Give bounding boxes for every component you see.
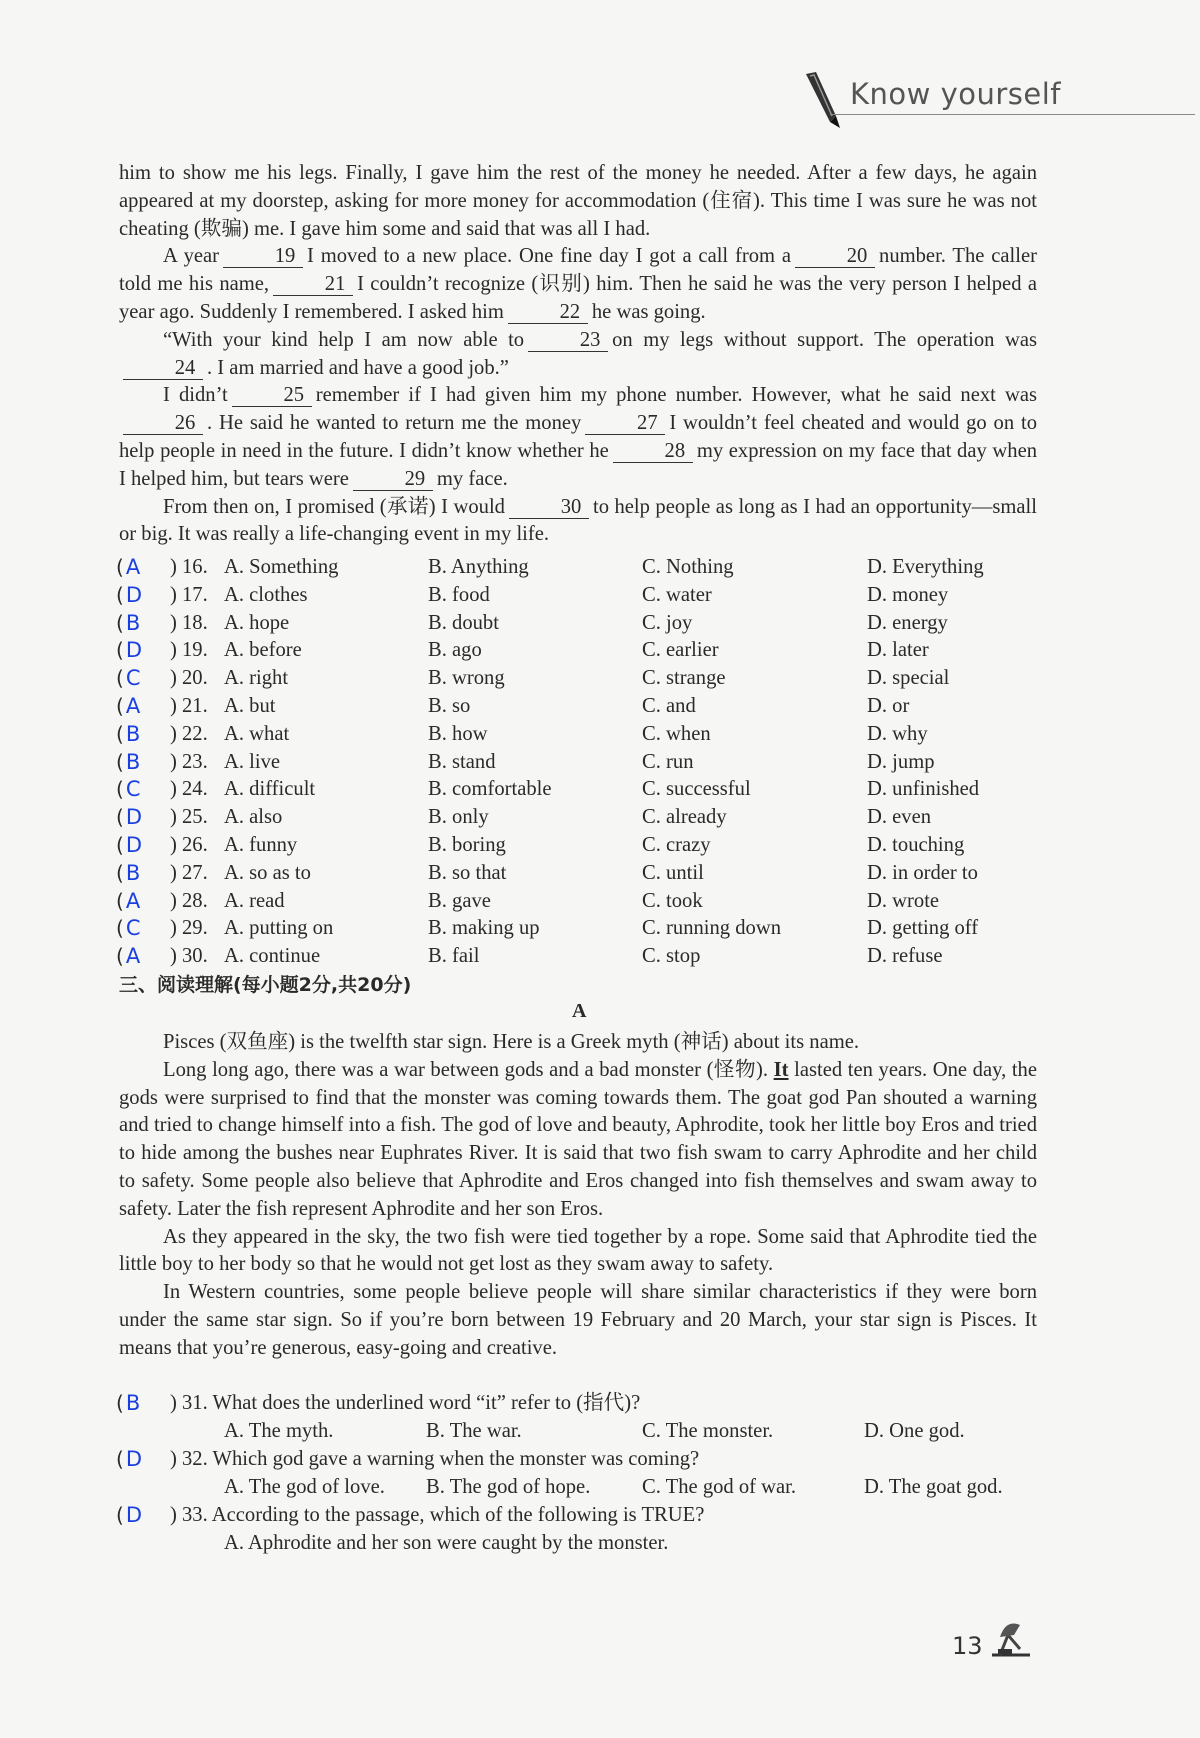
pen-icon [800, 70, 842, 130]
cloze-passage [119, 160, 1037, 549]
answer-handwritten: (B [116, 860, 141, 885]
cloze-choices [116, 554, 1036, 971]
choice-row: (A ) 30. A. continue B. fail C. stop D. refuse [116, 943, 1036, 971]
choice-row: (A ) 21. A. but B. so C. and D. or [116, 693, 1036, 721]
choice-row: (D ) 17. A. clothes B. food C. water D. money [116, 582, 1036, 610]
choice-row: (A ) 28. A. read B. gave C. took D. wrote [116, 888, 1036, 916]
answer-handwritten: (B [116, 749, 141, 774]
choice-row: (C ) 20. A. right B. wrong C. strange D. special [116, 665, 1036, 693]
paragraph: I didn’t 25 remember if I had given him my phone number. However, what he said next was26 . He said he wanted to return me the money 27 I wouldn’t feel cheated and would go on to help people in need in the future. I didn’t know whether he 28 my expression on my face that day when I helped him, but tears were 29 my face. [119, 384, 1038, 490]
section-title: 三、阅读理解(每小题2分,共20分) [119, 974, 412, 996]
choice-row: (D ) 19. A. before B. ago C. earlier D. later [116, 637, 1036, 665]
answer-handwritten: (D [116, 832, 142, 857]
blank-23: 23 [528, 329, 608, 352]
header-title: Know yourself [850, 77, 1062, 111]
blank-20: 20 [795, 245, 875, 268]
answer-handwritten: (B [116, 610, 141, 635]
blank-30: 30 [509, 496, 589, 519]
blank-29: 29 [353, 468, 433, 491]
answer-handwritten: (A [116, 555, 141, 579]
paragraph: him to show me his legs. Finally, I gave him the rest of the money he needed. After a few days, he again appeared at my doorstep, asking for more money for accommodation (住宿). This time I was sure he was not cheating (欺骗) me. I gave him some and said that was all I had. [119, 162, 1037, 240]
answer-handwritten: (D [116, 805, 142, 830]
answer-handwritten: (B [116, 1391, 141, 1415]
answer-handwritten: (A [116, 888, 141, 913]
answer-handwritten: (C [116, 666, 141, 691]
paragraph: As they appeared in the sky, the two fish were tied together by a rope. Some said that Aphrodite tied the little boy to her body so that he would not get lost as they swam away to safety. [119, 1225, 1037, 1276]
paragraph: “With your kind help I am now able to 23 on my legs without support. The operation was24 . I am married and have a good job.” [119, 327, 1037, 383]
question-31: (B ) 31. What does the underlined word “it” refer to (指代)? A. The myth. B. The war. C. The monster. D. One god. [116, 1391, 965, 1442]
choice-row: (B ) 23. A. live B. stand C. run D. jump [116, 749, 1036, 777]
choice-row: (C ) 29. A. putting on B. making up C. running down D. getting off [116, 915, 1036, 943]
blank-26: 26 [123, 412, 203, 435]
blank-27: 27 [585, 412, 665, 435]
paragraph: In Western countries, some people believe people will share similar characteristics if they were born under the same star sign. So if you’re born between 19 February and 20 March, your star sign is Pisces. It means that you’re generous, easy-going and creative. [119, 1281, 1037, 1359]
question-32: (D ) 32. Which god gave a warning when the monster was coming? A. The god of love. B. The god of hope. C. The god of war. D. The goat god. [116, 1447, 1003, 1498]
passage-label: A [572, 1000, 587, 1022]
question-33: (D ) 33. According to the passage, which of the following is TRUE? A. Aphrodite and her son were caught by the monster. [116, 1503, 705, 1554]
paragraph: A year 19 I moved to a new place. One fine day I got a call from a 20 number. The caller told me his name, 21 I couldn’t recognize (识别) him. Then he said he was the very person I helped a year ago. Suddenly I remembered. I asked him 22 he was going. [119, 245, 1037, 323]
answer-handwritten: (B [116, 721, 141, 746]
choice-row: (D ) 25. A. also B. only C. already D. even [116, 804, 1036, 832]
paragraph: From then on, I promised (承诺) I would 30 to help people as long as I had an opportunity—small or big. It was really a life-changing event in my life. [119, 495, 1037, 546]
answer-handwritten: (A [116, 944, 141, 969]
choice-row: (D ) 26. A. funny B. boring C. crazy D. touching [116, 832, 1036, 860]
choice-row: (B ) 27. A. so as to B. so that C. until D. in order to [116, 860, 1036, 888]
blank-24: 24 [123, 357, 203, 380]
header-rule [830, 114, 1195, 115]
underlined-word: It [773, 1058, 789, 1081]
choice-row: (C ) 24. A. difficult B. comfortable C. successful D. unfinished [116, 776, 1036, 804]
answer-handwritten: (A [116, 693, 141, 718]
blank-21: 21 [273, 273, 353, 296]
choice-row: (B ) 18. A. hope B. doubt C. joy D. energy [116, 610, 1036, 638]
blank-22: 22 [508, 301, 588, 324]
paragraph: Pisces (双鱼座) is the twelfth star sign. Here is a Greek myth (神话) about its name. [163, 1031, 860, 1053]
answer-handwritten: (D [116, 638, 142, 663]
choice-row: (A ) 16. A. Something B. Anything C. Nothing D. Everything [116, 554, 1036, 582]
paragraph: Long long ago, there was a war between gods and a bad monster (怪物). It lasted ten years. One day, the gods were surprised to find that the monster was coming towards them. The goat god Pan shouted a warning and tried to change himself into a fish. The god of love and beauty, Aphrodite, took her little boy Eros and tried to hide among the bushes near Euphrates River. It is said that two fish swam to carry Aphrodite and her child to safety. Some people also believe that Aphrodite and Eros changed into fish themselves and swam away to safety. Later the fish represent Aphrodite and her son Eros. [119, 1058, 1037, 1220]
answer-handwritten: (D [116, 1447, 142, 1471]
page-number: 13 [952, 1632, 983, 1660]
answer-handwritten: (D [116, 582, 142, 607]
blank-28: 28 [613, 440, 693, 463]
lamp-icon [986, 1613, 1036, 1658]
answer-handwritten: (C [116, 916, 141, 941]
answer-handwritten: (D [116, 1503, 142, 1527]
answer-handwritten: (C [116, 777, 141, 802]
reading-passage [119, 1029, 1037, 1363]
blank-25: 25 [232, 384, 312, 407]
choice-row: (B ) 22. A. what B. how C. when D. why [116, 721, 1036, 749]
blank-19: 19 [223, 245, 303, 268]
